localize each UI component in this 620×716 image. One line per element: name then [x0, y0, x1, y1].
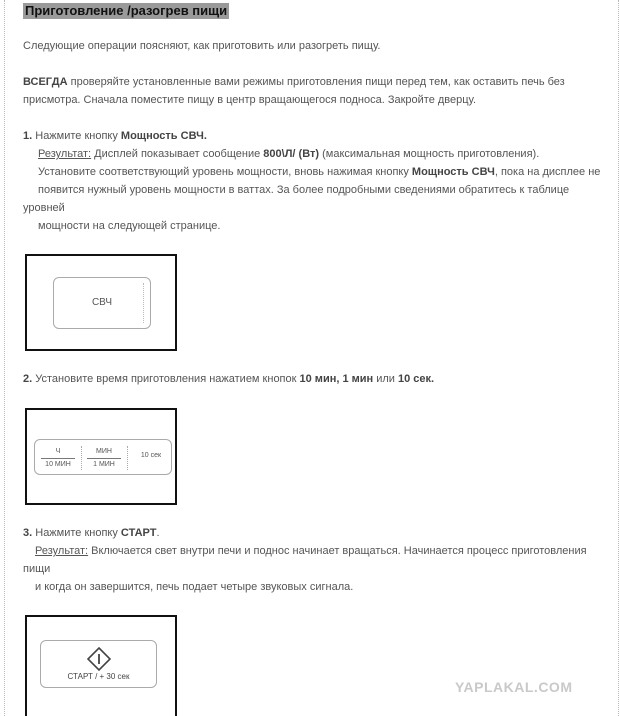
step1-text: Нажмите кнопку: [32, 130, 121, 142]
step2-bold-1: 10 мин, 1 мин: [299, 373, 374, 385]
step3-number: 3.: [23, 527, 33, 539]
step3-result-text: Включается свет внутри печи и поднос начинает вращаться. Начинается процесс приготовления: [88, 545, 587, 557]
step1-line6: мощности на следующей странице.: [38, 220, 221, 232]
watermark: YAPLAKAL.COM: [455, 679, 573, 695]
step1-result-bold: 800\Л/ (Вт): [263, 148, 320, 160]
step1-result-text: Дисплей показывает сообщение: [91, 148, 264, 160]
step2-text: Установите время приготовления нажатием кнопок: [32, 373, 300, 385]
step3-text: Нажмите кнопку: [32, 527, 121, 539]
step1-line5: уровней: [23, 202, 65, 214]
left-frame-border: [0, 0, 5, 716]
step1-line3-tail: , пока на дисплее не: [494, 166, 601, 178]
step1-line3: [23, 163, 600, 181]
step3-line2: пищи: [23, 563, 51, 575]
step2-number: 2.: [23, 373, 33, 385]
step3-button-name: СТАРТ: [120, 527, 157, 539]
step2-bold-2: 10 сек.: [398, 373, 435, 385]
power-button-shape: [53, 277, 151, 329]
step3-line: [23, 524, 160, 542]
intro-text: Следующие операции поясняют, как приготовить или разогреть пищу.: [23, 40, 381, 52]
start-button-label: СТАРТ / + 30 сек: [67, 672, 130, 681]
time-buttons-panel: [34, 439, 172, 475]
time-buttons-illustration: [25, 408, 177, 505]
step2-line: [23, 370, 434, 388]
ten-sec-button: 10 сек: [140, 452, 162, 459]
step3-result-label: Результат:: [35, 545, 89, 557]
step1-line3-text: Установите соответствующий уровень мощности, вновь нажимая кнопку: [38, 166, 412, 178]
step3-result: [23, 542, 587, 560]
start-diamond-icon: [87, 647, 111, 671]
power-button-edge: [143, 283, 144, 323]
microwave-button-illustration: [25, 254, 177, 351]
step3-line3: и когда он завершится, печь подает четыре звуковых сигнала.: [35, 581, 354, 593]
one-min-label: 1 МИН: [93, 461, 115, 468]
page-title: Приготовление /разогрев пищи: [25, 3, 228, 18]
step1-line3-bold: Мощность СВЧ: [411, 166, 495, 178]
hour-label: Ч: [55, 448, 61, 455]
start-button-shape: [40, 640, 157, 688]
step2-mid: или: [373, 373, 399, 385]
step1-line4: появится нужный уровень мощности в ваттах. За более подробными сведениями обратитесь к таблице: [38, 184, 570, 196]
step1-line: [23, 127, 207, 145]
warning-line-2: присмотра. Сначала поместите пищу в центр вращающегося подноса. Закройте дверцу.: [23, 94, 477, 106]
min-label: МИН: [96, 448, 112, 455]
warning-bold: ВСЕГДА: [23, 76, 68, 88]
start-button-illustration: [25, 615, 177, 716]
step3-dot: .: [156, 527, 160, 539]
warning-line-1: [23, 73, 565, 91]
min-1min-button: [87, 447, 121, 470]
ten-min-label: 10 МИН: [45, 461, 71, 468]
power-button-label: СВЧ: [91, 297, 113, 308]
step1-number: 1.: [23, 130, 33, 142]
step1-result-tail: (максимальная мощность приготовления).: [319, 148, 540, 160]
step1-button-name: Мощность СВЧ.: [120, 130, 207, 142]
hour-10min-button: [41, 447, 75, 470]
step1-result: [23, 145, 539, 163]
step1-result-label: Результат:: [38, 148, 92, 160]
warning-text: проверяйте установленные вами режимы приготовления пищи перед тем, как оставить печь без: [67, 76, 565, 88]
